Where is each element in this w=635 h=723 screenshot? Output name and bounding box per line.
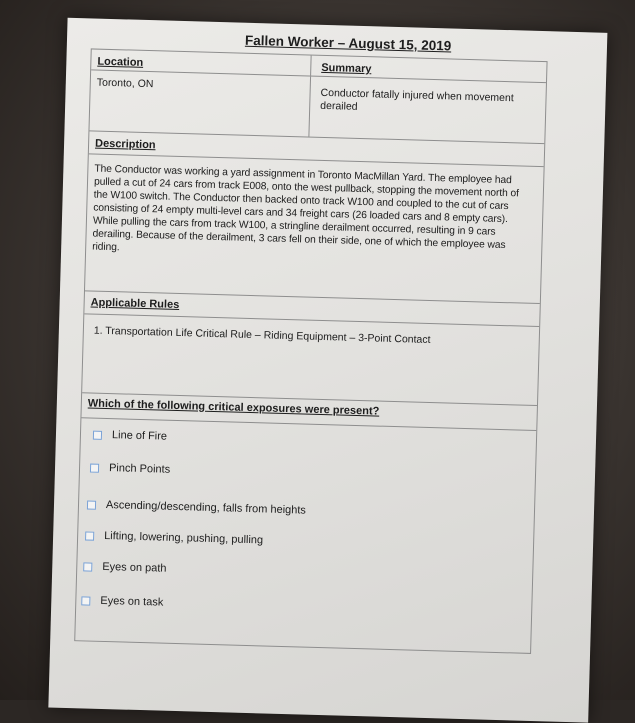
document-page	[48, 18, 607, 723]
exposure-label: Lifting, lowering, pushing, pulling	[103, 529, 264, 547]
exposure-label: Line of Fire	[111, 429, 168, 443]
exposure-checkbox[interactable]	[93, 430, 102, 439]
exposure-item[interactable]	[90, 462, 170, 476]
incident-table	[74, 48, 547, 654]
summary-label: Summary	[321, 61, 372, 76]
exposure-item[interactable]	[87, 498, 306, 516]
description-label: Description	[94, 137, 156, 152]
location-label: Location	[91, 49, 311, 75]
document-title: Fallen Worker – August 15, 2019	[244, 32, 452, 54]
rules-label: Applicable Rules	[90, 296, 180, 311]
exposure-checkbox[interactable]	[83, 562, 92, 571]
exposure-label: Ascending/descending, falls from heights	[105, 499, 307, 517]
summary-value: Conductor fatally injured when movement derailed	[320, 86, 514, 113]
exposure-item[interactable]	[85, 529, 263, 546]
location-value: Toronto, ON	[89, 70, 311, 136]
description-body-row	[85, 154, 544, 304]
exposure-checkbox[interactable]	[81, 596, 90, 605]
exposure-checkbox[interactable]	[87, 500, 96, 509]
rule-item: 1. Transportation Life Critical Rule – Riding Equipment – 3-Point Contact	[93, 324, 431, 347]
description-text: The Conductor was working a yard assignment in Toronto MacMillan Yard. The employee had pulled a cut of 24 cars from track E008, onto the west pullback, stopping the movement north of the W100 switch. The Conductor then backed onto track W100 and coupled to the cut of cars consisting of 24 empty multi-level cars and 34 freight cars (26 loaded cars and 8 empty cars). While pulling the cars from track W100, a stringline derailment occurred, resulting in 9 cars derailing. Because of the derailment, 3 cars fell on their side, one of which the employee was riding.	[92, 163, 519, 254]
exposure-checkbox[interactable]	[85, 531, 94, 540]
exposures-label: Which of the following critical exposures were present?	[87, 397, 380, 418]
rules-body-row	[82, 314, 539, 406]
exposure-item[interactable]	[81, 594, 163, 608]
exposures-list	[75, 418, 536, 653]
exposure-item[interactable]	[93, 429, 167, 443]
exposure-item[interactable]	[83, 560, 167, 574]
exposure-label: Eyes on task	[100, 594, 164, 609]
exposure-label: Eyes on path	[102, 560, 167, 575]
exposures-body-row	[75, 418, 536, 653]
exposure-checkbox[interactable]	[90, 463, 99, 472]
exposure-label: Pinch Points	[108, 462, 171, 476]
